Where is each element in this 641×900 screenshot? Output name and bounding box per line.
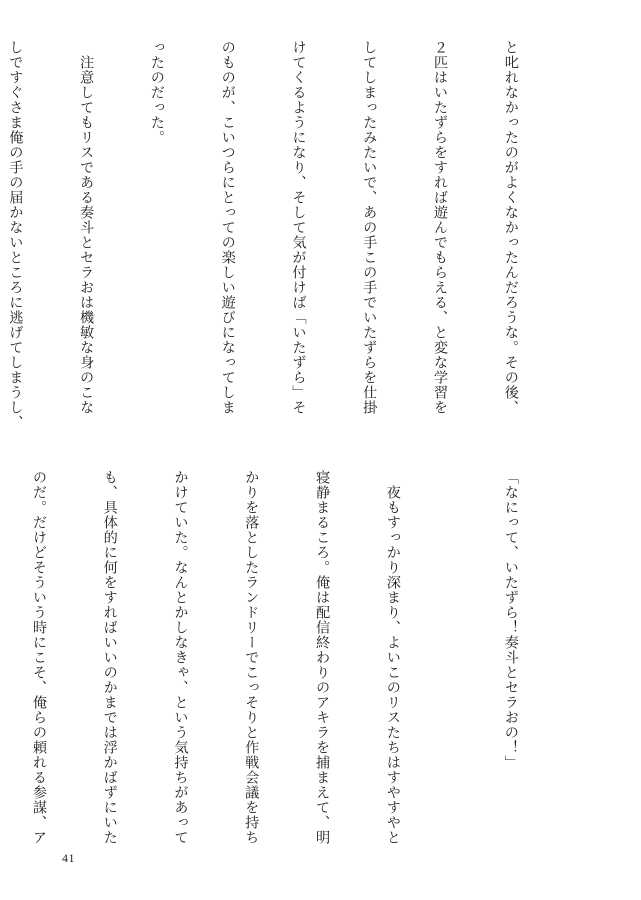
text-line: と叱れなかったのがよくなかったんだろうな。その後、 bbox=[502, 40, 519, 415]
text-line: のものが、こいつらにとっての楽しい遊びになってしま bbox=[219, 40, 236, 415]
text-line: のだ。だけどそういう時にこそ、俺らの頼れる参謀、ア bbox=[30, 470, 47, 845]
text-line: ったのだった。 bbox=[148, 40, 165, 145]
page-number: 41 bbox=[62, 851, 75, 865]
text-block-lower bbox=[14, 470, 569, 865]
text-line: かりを落としたランドリーでこっそりと作戦会議を持ち bbox=[243, 470, 260, 845]
text-line: 夜もすっかり深まり、よいこのリスたちはすやすやと bbox=[384, 470, 401, 845]
text-line: 寝静まるころ。俺は配信終わりのアキラを捕まえて、明 bbox=[314, 470, 331, 845]
text-line: 注意してもリスである奏斗とセラおは機敏な身のこな bbox=[78, 40, 95, 415]
text-line: ２匹はいたずらをすれば遊んでもらえる、と変な学習を bbox=[432, 40, 449, 415]
text-line: も、具体的に何をすればいいのかまでは浮かばずにいた bbox=[101, 470, 118, 845]
text-line: してしまったみたいで、あの手この手でいたずらを仕掛 bbox=[361, 40, 378, 415]
dialogue-line: 「なにって、いたずら！奏斗とセラおの！」 bbox=[502, 470, 519, 770]
text-line: しですぐさま俺の手の届かないところに逃げてしまうし、 bbox=[7, 40, 24, 430]
text-block-upper bbox=[7, 40, 569, 435]
text-line: かけていた。なんとかしなきゃ、という気持ちがあって bbox=[172, 470, 189, 845]
text-line: けてくるようになり、そして気が付けば「いたずら」そ bbox=[290, 40, 307, 415]
